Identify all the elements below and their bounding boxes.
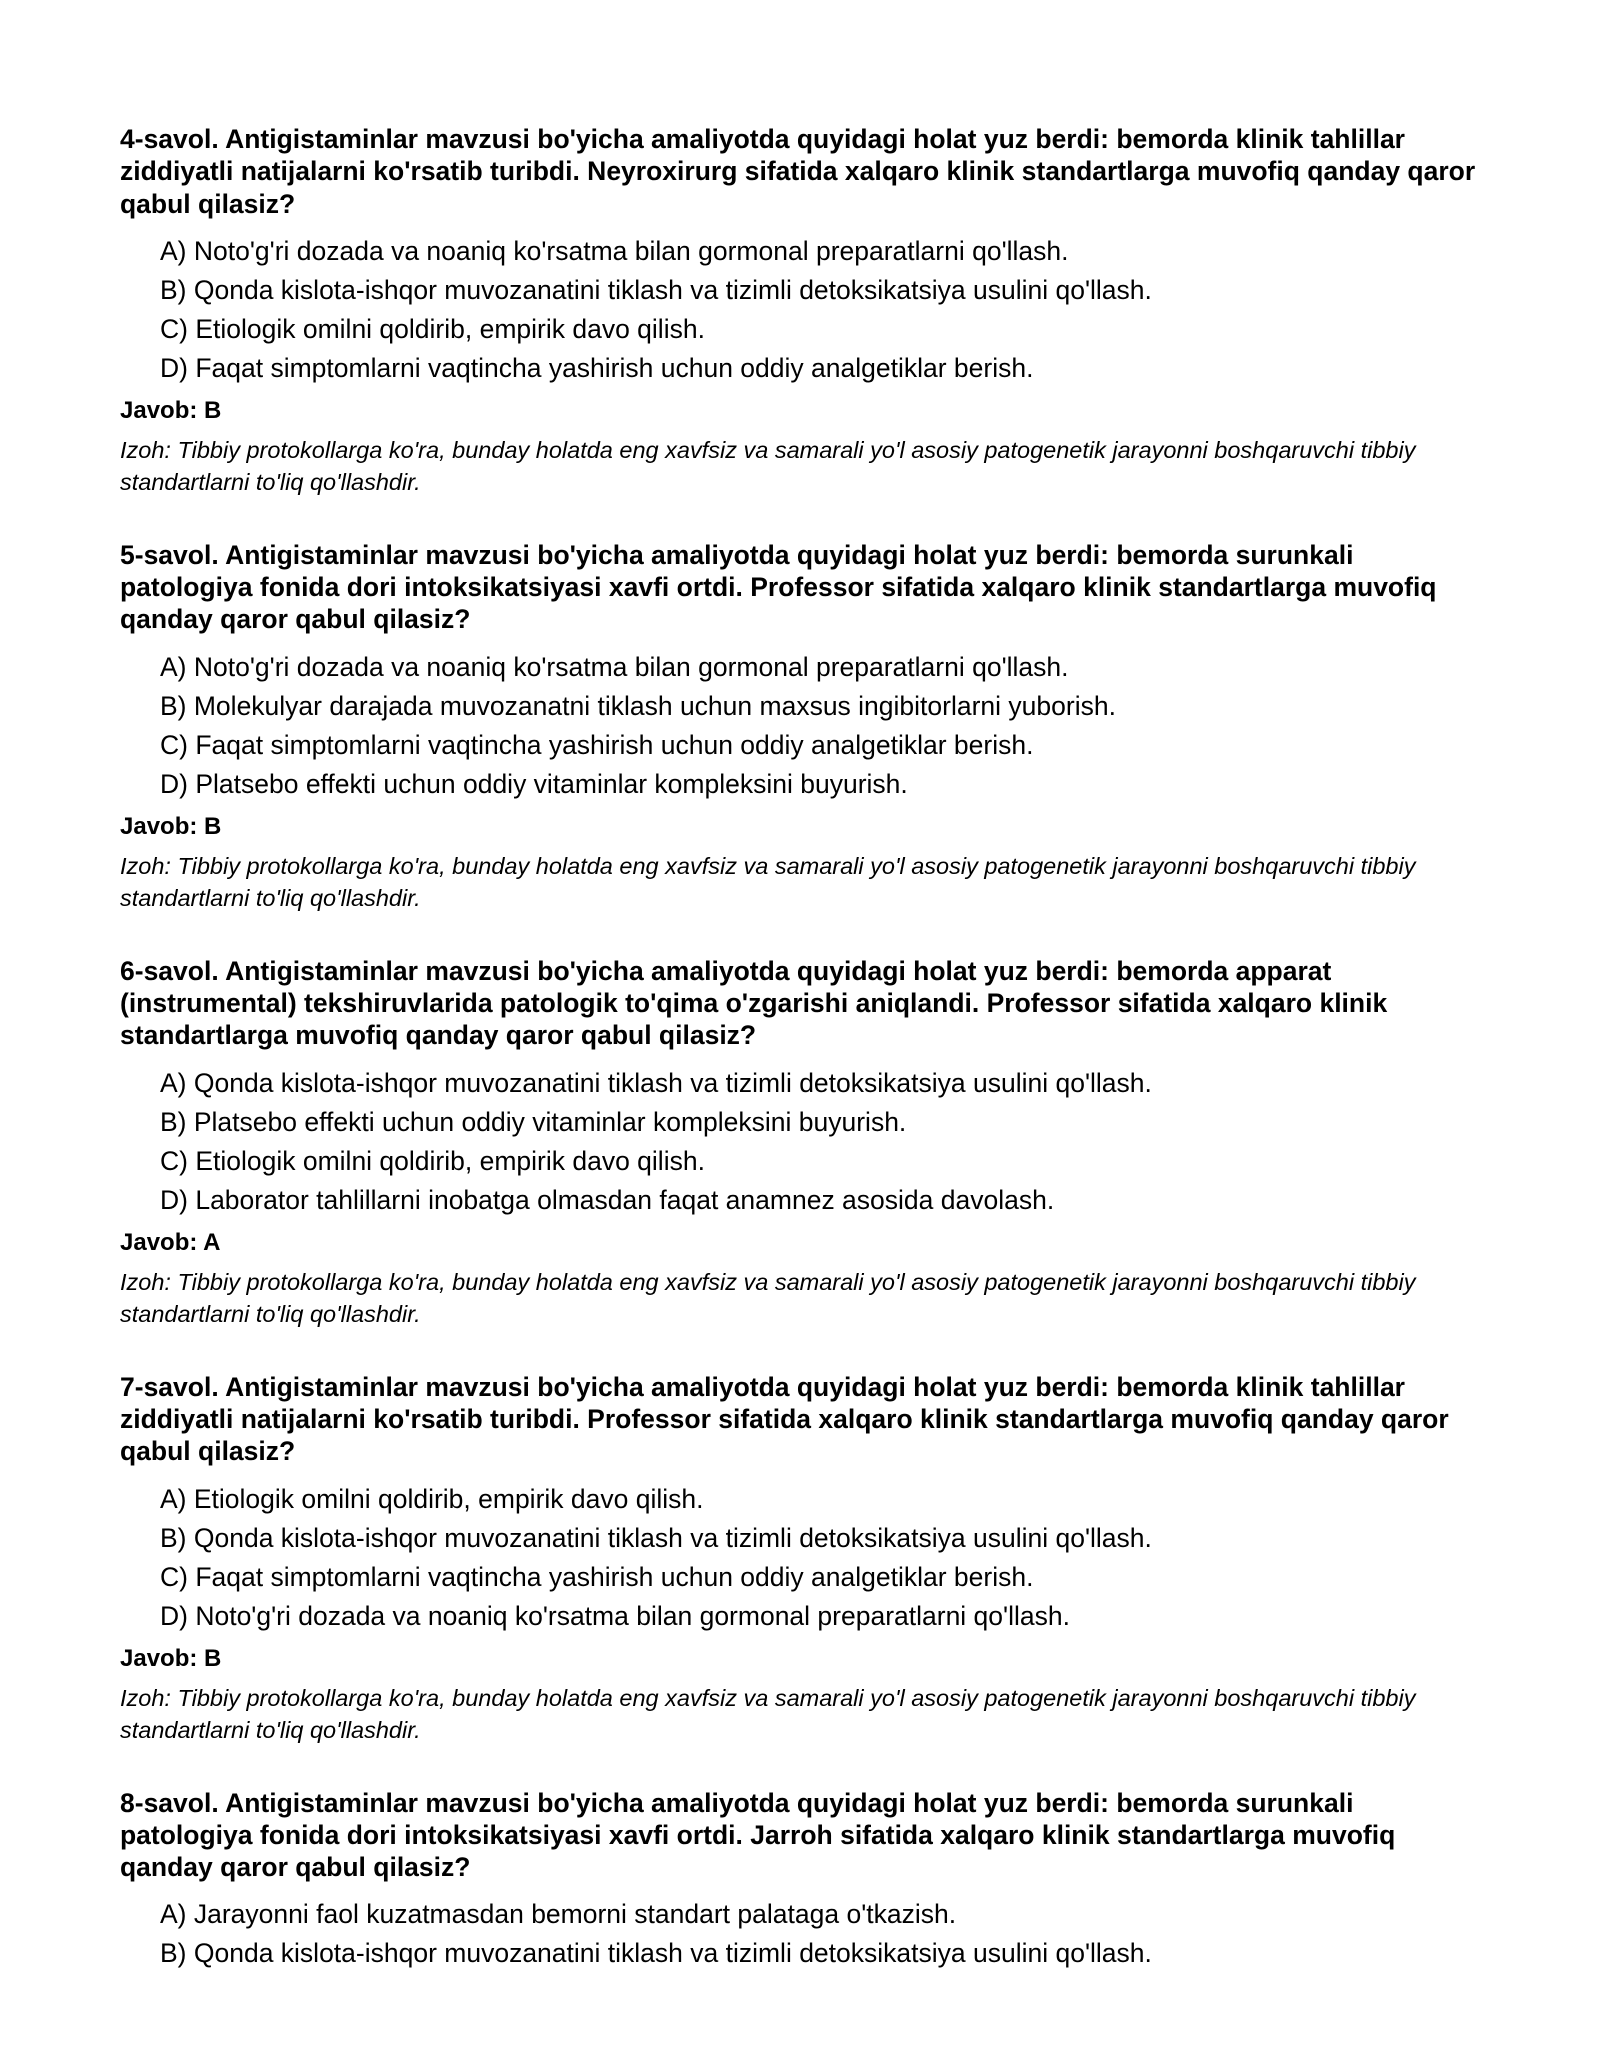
- option-a: A) Qonda kislota-ishqor muvozanatini tiklash va tizimli detoksikatsiya usulini qo'llash.: [160, 1067, 1152, 1098]
- option-c: C) Faqat simptomlarni vaqtincha yashirish uchun oddiy analgetiklar berish.: [160, 729, 1034, 760]
- option-b: B) Platsebo effekti uchun oddiy vitaminlar kompleksini buyurish.: [160, 1106, 907, 1137]
- answer-line: Javob: B: [120, 1644, 222, 1672]
- option-d: D) Noto'g'ri dozada va noaniq ko'rsatma bilan gormonal preparatlarni qo'llash.: [160, 1600, 1070, 1631]
- option-c: C) Faqat simptomlarni vaqtincha yashirish uchun oddiy analgetiklar berish.: [160, 1561, 1034, 1592]
- explanation: Izoh: Tibbiy protokollarga ko'ra, bunday holatda eng xavfsiz va samarali yo'l asosiy patogenetik jarayonni boshqaruvchi tibbiy standartlarni to'liq qo'llashdir.: [120, 1268, 1416, 1327]
- answer-line: Javob: B: [120, 812, 222, 840]
- option-b: B) Qonda kislota-ishqor muvozanatini tiklash va tizimli detoksikatsiya usulini qo'llash.: [160, 274, 1152, 305]
- option-c: C) Etiologik omilni qoldirib, empirik davo qilish.: [160, 1145, 705, 1176]
- answer-line: Javob: A: [120, 1228, 221, 1256]
- question-title: 5-savol. Antigistaminlar mavzusi bo'yicha amaliyotda quyidagi holat yuz berdi: bemorda surunkali patologiya fonida dori intoksikatsiyasi xavfi ortdi. Professor sifatida xalqaro klinik standartlarga muvofiq qanday qaror qabul qilasiz?: [120, 539, 1437, 635]
- option-a: A) Etiologik omilni qoldirib, empirik davo qilish.: [160, 1483, 704, 1514]
- explanation: Izoh: Tibbiy protokollarga ko'ra, bunday holatda eng xavfsiz va samarali yo'l asosiy patogenetik jarayonni boshqaruvchi tibbiy standartlarni to'liq qo'llashdir.: [120, 852, 1416, 911]
- question-title: 7-savol. Antigistaminlar mavzusi bo'yicha amaliyotda quyidagi holat yuz berdi: bemorda klinik tahlillar ziddiyatli natijalarni ko'rsatib turibdi. Professor sifatida xalqaro klinik standartlarga muvofiq qanday qaror qabul qilasiz?: [120, 1371, 1449, 1467]
- question-8: [120, 1787, 1490, 1974]
- questions-list: [120, 123, 1490, 2014]
- option-a: A) Noto'g'ri dozada va noaniq ko'rsatma bilan gormonal preparatlarni qo'llash.: [160, 651, 1069, 682]
- option-a: A) Noto'g'ri dozada va noaniq ko'rsatma bilan gormonal preparatlarni qo'llash.: [160, 235, 1069, 266]
- question-4: [120, 123, 1490, 498]
- option-d: D) Platsebo effekti uchun oddiy vitaminlar kompleksini buyurish.: [160, 768, 908, 799]
- option-c: C) Etiologik omilni qoldirib, empirik davo qilish.: [160, 313, 705, 344]
- option-d: D) Laborator tahlillarni inobatga olmasdan faqat anamnez asosida davolash.: [160, 1184, 1055, 1215]
- question-5: [120, 539, 1490, 914]
- question-title: 6-savol. Antigistaminlar mavzusi bo'yicha amaliyotda quyidagi holat yuz berdi: bemorda apparat (instrumental) tekshiruvlarida patologik to'qima o'zgarishi aniqlandi. Professor sifatida xalqaro klinik standartlarga muvofiq qanday qaror qabul qilasiz?: [120, 955, 1388, 1051]
- question-title: 8-savol. Antigistaminlar mavzusi bo'yicha amaliyotda quyidagi holat yuz berdi: bemorda surunkali patologiya fonida dori intoksikatsiyasi xavfi ortdi. Jarroh sifatida xalqaro klinik standartlarga muvofiq qanday qaror qabul qilasiz?: [120, 1787, 1396, 1883]
- option-b: B) Qonda kislota-ishqor muvozanatini tiklash va tizimli detoksikatsiya usulini qo'llash.: [160, 1522, 1152, 1553]
- option-b: B) Molekulyar darajada muvozanatni tiklash uchun maxsus ingibitorlarni yuborish.: [160, 690, 1116, 721]
- option-a: A) Jarayonni faol kuzatmasdan bemorni standart palataga o'tkazish.: [160, 1899, 957, 1930]
- question-title: 4-savol. Antigistaminlar mavzusi bo'yicha amaliyotda quyidagi holat yuz berdi: bemorda klinik tahlillar ziddiyatli natijalarni ko'rsatib turibdi. Neyroxirurg sifatida xalqaro klinik standartlarga muvofiq qanday qaror qabul qilasiz?: [120, 124, 1476, 219]
- answer-line: Javob: B: [120, 396, 222, 424]
- explanation: Izoh: Tibbiy protokollarga ko'ra, bunday holatda eng xavfsiz va samarali yo'l asosiy patogenetik jarayonni boshqaruvchi tibbiy standartlarni to'liq qo'llashdir.: [120, 1684, 1416, 1743]
- option-d: D) Faqat simptomlarni vaqtincha yashirish uchun oddiy analgetiklar berish.: [160, 352, 1034, 383]
- explanation: Izoh: Tibbiy protokollarga ko'ra, bunday holatda eng xavfsiz va samarali yo'l asosiy patogenetik jarayonni boshqaruvchi tibbiy standartlarni to'liq qo'llashdir.: [120, 436, 1416, 495]
- question-6: [120, 955, 1490, 1330]
- option-b: B) Qonda kislota-ishqor muvozanatini tiklash va tizimli detoksikatsiya usulini qo'llash.: [160, 1938, 1152, 1969]
- question-7: [120, 1371, 1490, 1746]
